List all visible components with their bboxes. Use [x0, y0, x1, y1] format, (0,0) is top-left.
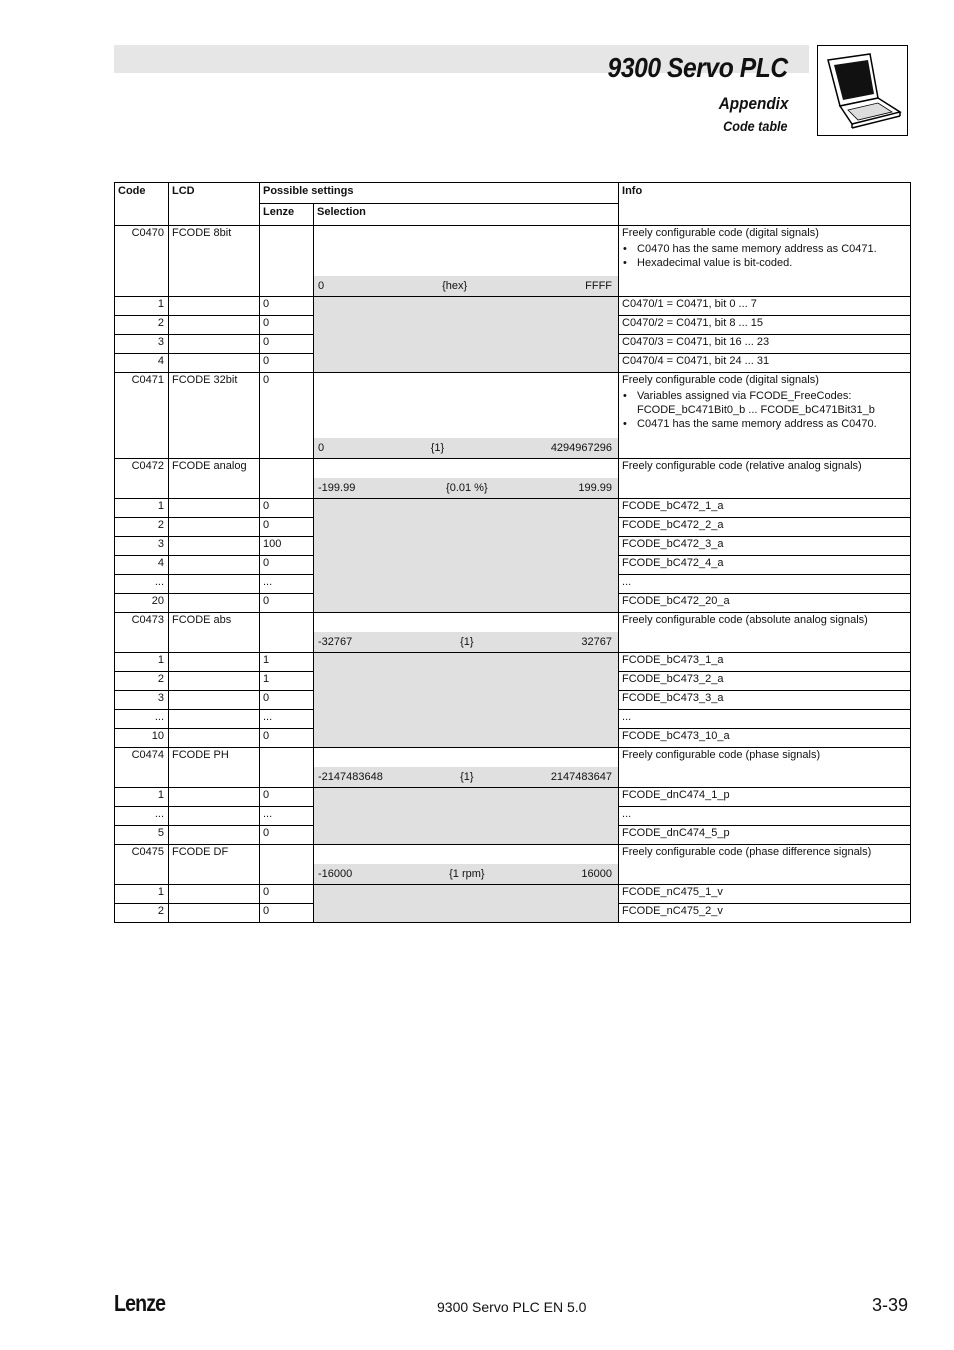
lenze-cell — [260, 226, 314, 297]
lcd-cell — [169, 904, 260, 923]
lcd-cell: FCODE PH — [169, 748, 260, 788]
info-cell: C0470/3 = C0471, bit 16 ... 23 — [619, 335, 911, 354]
range-unit: {0.01 %} — [446, 482, 488, 494]
lenze-cell: 1 — [260, 672, 314, 691]
info-cell: FCODE_nC475_2_v — [619, 904, 911, 923]
subcode-cell: 2 — [115, 904, 169, 923]
range-max: FFFF — [585, 280, 613, 292]
section-title: Appendix — [718, 94, 788, 113]
info-bullet: • Hexadecimal value is bit-coded. — [637, 256, 907, 270]
info-cell: FCODE_bC472_2_a — [619, 518, 911, 537]
lcd-cell — [169, 672, 260, 691]
info-cell — [619, 459, 911, 499]
info-cell — [619, 845, 911, 885]
code-row — [115, 226, 911, 297]
range-min: -199.99 — [318, 482, 356, 494]
lenze-cell — [260, 845, 314, 885]
selection-cell — [314, 297, 619, 373]
lenze-cell: 0 — [260, 297, 314, 316]
lenze-cell: 0 — [260, 788, 314, 807]
info-cell: C0470/2 = C0471, bit 8 ... 15 — [619, 316, 911, 335]
info-cell: FCODE_bC473_2_a — [619, 672, 911, 691]
code-row — [115, 748, 911, 788]
info-title: Freely configurable code (relative analog signals) — [622, 460, 862, 472]
lenze-cell: ... — [260, 710, 314, 729]
header-lcd: LCD — [169, 183, 260, 226]
lcd-cell — [169, 826, 260, 845]
lcd-cell — [169, 653, 260, 672]
lenze-cell: 0 — [260, 373, 314, 459]
lenze-cell: 0 — [260, 518, 314, 537]
lcd-cell — [169, 297, 260, 316]
info-bullet: • C0471 has the same memory address as C0470. — [637, 417, 907, 431]
subcode-cell: ... — [115, 575, 169, 594]
lenze-cell: 100 — [260, 537, 314, 556]
subcode-cell: 3 — [115, 537, 169, 556]
code-cell: C0473 — [115, 613, 169, 653]
selection-range — [314, 864, 618, 884]
range-max: 199.99 — [578, 482, 612, 494]
lcd-cell — [169, 537, 260, 556]
selection-range — [314, 438, 618, 458]
range-max: 32767 — [581, 636, 613, 648]
lenze-cell: 0 — [260, 335, 314, 354]
code-cell: C0470 — [115, 226, 169, 297]
selection-range — [314, 632, 618, 652]
selection-cell — [314, 653, 619, 748]
lenze-cell — [260, 459, 314, 499]
lcd-cell — [169, 710, 260, 729]
subcode-row — [115, 653, 911, 672]
info-cell: C0470/1 = C0471, bit 0 ... 7 — [619, 297, 911, 316]
lcd-cell — [169, 556, 260, 575]
code-cell: C0472 — [115, 459, 169, 499]
lenze-cell: 0 — [260, 729, 314, 748]
lcd-cell — [169, 885, 260, 904]
subcode-cell: ... — [115, 710, 169, 729]
range-max: 2147483647 — [550, 771, 612, 783]
info-title: Freely configurable code (phase signals) — [622, 749, 821, 761]
info-cell: FCODE_bC472_4_a — [619, 556, 911, 575]
range-unit: {1} — [460, 771, 474, 783]
selection-cell — [314, 845, 619, 885]
info-bullets — [622, 389, 907, 431]
selection-cell — [314, 226, 619, 297]
subcode-row — [115, 499, 911, 518]
subcode-row — [115, 788, 911, 807]
info-cell: FCODE_nC475_1_v — [619, 885, 911, 904]
lenze-cell: 0 — [260, 316, 314, 335]
code-cell: C0475 — [115, 845, 169, 885]
lcd-cell — [169, 575, 260, 594]
range-unit: {1} — [430, 442, 445, 454]
selection-cell — [314, 748, 619, 788]
range-min: 0 — [318, 280, 325, 292]
info-cell — [619, 226, 911, 297]
lcd-cell — [169, 499, 260, 518]
info-cell: C0470/4 = C0471, bit 24 ... 31 — [619, 354, 911, 373]
lenze-cell: 0 — [260, 499, 314, 518]
info-title: Freely configurable code (digital signals) — [622, 374, 819, 386]
subcode-cell: 1 — [115, 788, 169, 807]
info-bullet: • Variables assigned via FCODE_FreeCodes: FCODE_bC471Bit0_b ... FCODE_bC471Bit31_b — [637, 389, 907, 417]
subsection-title: Code table — [723, 118, 788, 134]
subcode-cell: ... — [115, 807, 169, 826]
lenze-cell: ... — [260, 807, 314, 826]
info-cell: FCODE_bC472_1_a — [619, 499, 911, 518]
info-cell: FCODE_dnC474_1_p — [619, 788, 911, 807]
code-row — [115, 613, 911, 653]
info-title: Freely configurable code (digital signals) — [622, 227, 819, 239]
subcode-cell: 1 — [115, 653, 169, 672]
page-number: 3-39 — [871, 1295, 908, 1315]
selection-range — [314, 767, 618, 787]
code-cell: C0474 — [115, 748, 169, 788]
subcode-cell: 1 — [115, 885, 169, 904]
info-cell: ... — [619, 575, 911, 594]
header-code: Code — [115, 183, 169, 226]
subcode-cell: 20 — [115, 594, 169, 613]
lenze-cell: 0 — [260, 556, 314, 575]
range-max: 16000 — [581, 868, 613, 880]
subcode-cell: 1 — [115, 297, 169, 316]
subcode-cell: 4 — [115, 556, 169, 575]
range-max: 4294967296 — [550, 442, 612, 454]
range-unit: {1 rpm} — [449, 868, 485, 880]
range-min: -2147483648 — [318, 771, 383, 783]
footer-doc: 9300 Servo PLC EN 5.0 — [437, 1299, 587, 1315]
lcd-cell: FCODE 32bit — [169, 373, 260, 459]
lcd-cell: FCODE 8bit — [169, 226, 260, 297]
range-unit: {1} — [460, 636, 474, 648]
subcode-cell: 4 — [115, 354, 169, 373]
lcd-cell — [169, 788, 260, 807]
code-row — [115, 845, 911, 885]
code-cell: C0471 — [115, 373, 169, 459]
info-cell — [619, 613, 911, 653]
lenze-cell: 0 — [260, 904, 314, 923]
lcd-cell — [169, 594, 260, 613]
subcode-cell: 5 — [115, 826, 169, 845]
lenze-cell — [260, 748, 314, 788]
info-cell: ... — [619, 807, 911, 826]
info-bullet: • C0470 has the same memory address as C0471. — [637, 242, 907, 256]
lenze-cell: 0 — [260, 885, 314, 904]
subcode-row — [115, 297, 911, 316]
selection-cell — [314, 373, 619, 459]
info-bullets — [622, 242, 907, 270]
lcd-cell: FCODE abs — [169, 613, 260, 653]
lcd-cell — [169, 354, 260, 373]
code-table — [114, 182, 911, 923]
lcd-cell — [169, 316, 260, 335]
lcd-cell: FCODE DF — [169, 845, 260, 885]
range-min: -16000 — [318, 868, 353, 880]
lenze-cell: 0 — [260, 691, 314, 710]
info-cell: ... — [619, 710, 911, 729]
subcode-cell: 1 — [115, 499, 169, 518]
info-cell: FCODE_bC472_3_a — [619, 537, 911, 556]
header-selection: Selection — [314, 204, 619, 226]
selection-cell — [314, 885, 619, 923]
subcode-cell: 2 — [115, 672, 169, 691]
selection-cell — [314, 459, 619, 499]
range-min: -32767 — [318, 636, 353, 648]
lenze-cell: ... — [260, 575, 314, 594]
info-cell: FCODE_bC473_10_a — [619, 729, 911, 748]
selection-cell — [314, 613, 619, 653]
lcd-cell: FCODE analog — [169, 459, 260, 499]
info-cell: FCODE_dnC474_5_p — [619, 826, 911, 845]
lcd-cell — [169, 729, 260, 748]
lcd-cell — [169, 807, 260, 826]
lcd-cell — [169, 518, 260, 537]
info-title: Freely configurable code (absolute analog signals) — [622, 614, 868, 626]
lenze-cell: 0 — [260, 826, 314, 845]
laptop-icon — [817, 45, 908, 136]
info-cell: FCODE_bC473_1_a — [619, 653, 911, 672]
info-title: Freely configurable code (phase difference signals) — [622, 846, 872, 858]
subcode-cell: 3 — [115, 335, 169, 354]
range-min: 0 — [318, 442, 325, 454]
header-lenze: Lenze — [260, 204, 314, 226]
lcd-cell — [169, 335, 260, 354]
info-cell — [619, 748, 911, 788]
subcode-cell: 3 — [115, 691, 169, 710]
lcd-cell — [169, 691, 260, 710]
info-cell: FCODE_bC472_20_a — [619, 594, 911, 613]
selection-range — [314, 276, 618, 296]
subcode-cell: 2 — [115, 518, 169, 537]
code-row — [115, 373, 911, 459]
selection-cell — [314, 788, 619, 845]
lenze-cell: 0 — [260, 594, 314, 613]
range-unit: {hex} — [442, 280, 468, 292]
subcode-row — [115, 885, 911, 904]
header-info: Info — [619, 183, 911, 226]
info-cell — [619, 373, 911, 459]
lenze-cell — [260, 613, 314, 653]
header-possible-settings: Possible settings — [260, 183, 619, 204]
lenze-cell: 0 — [260, 354, 314, 373]
lenze-cell: 1 — [260, 653, 314, 672]
subcode-cell: 2 — [115, 316, 169, 335]
lenze-logo: Lenze — [114, 1290, 166, 1316]
page-title: 9300 Servo PLC — [607, 52, 788, 83]
info-cell: FCODE_bC473_3_a — [619, 691, 911, 710]
code-row — [115, 459, 911, 499]
selection-range — [314, 478, 618, 498]
selection-cell — [314, 499, 619, 613]
subcode-cell: 10 — [115, 729, 169, 748]
